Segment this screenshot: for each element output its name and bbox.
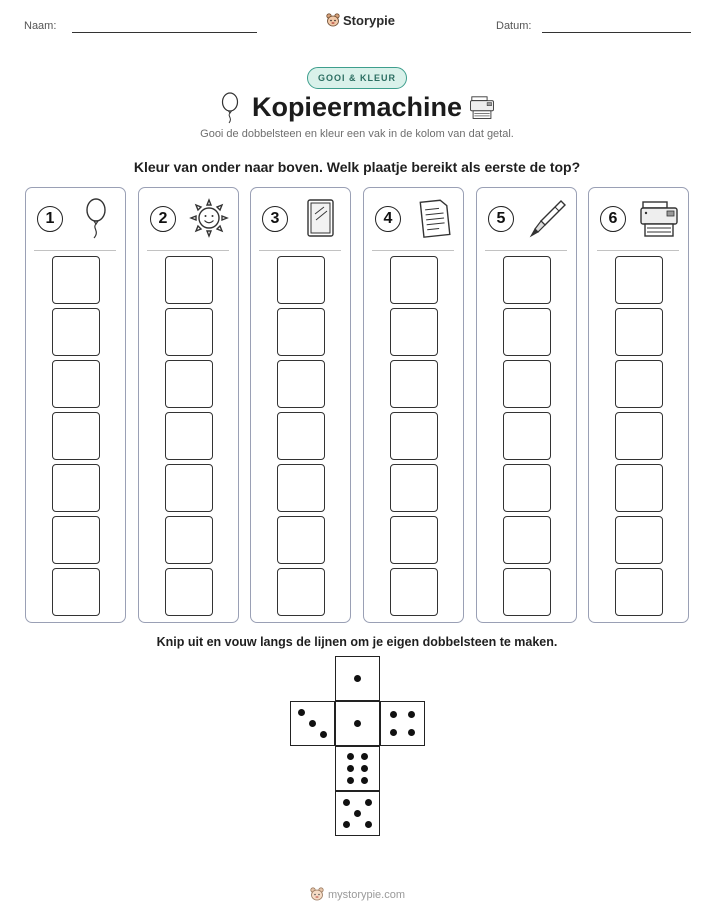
activity-badge: GOOI & KLEUR — [307, 67, 407, 89]
color-cell[interactable] — [165, 516, 213, 564]
page-subtitle: Gooi de dobbelsteen en kleur een vak in de kolom van dat getal. — [200, 128, 514, 140]
die-face[interactable] — [335, 656, 380, 701]
color-cell[interactable] — [277, 568, 325, 616]
column-6 — [588, 187, 689, 623]
column-number: 3 — [262, 206, 288, 232]
color-cell[interactable] — [503, 464, 551, 512]
die-face[interactable] — [335, 791, 380, 836]
brand-name: Storypie — [343, 13, 396, 28]
die-pip — [390, 711, 397, 718]
column-separator — [147, 250, 229, 251]
copier-icon — [637, 196, 681, 240]
brand-logo — [326, 13, 395, 28]
color-cell[interactable] — [615, 256, 663, 304]
color-cell[interactable] — [52, 464, 100, 512]
color-cell[interactable] — [390, 360, 438, 408]
color-cell[interactable] — [503, 360, 551, 408]
name-label: Naam: — [24, 20, 57, 32]
color-cell[interactable] — [390, 516, 438, 564]
die-face[interactable] — [380, 701, 425, 746]
color-cell[interactable] — [165, 360, 213, 408]
column-separator — [372, 250, 454, 251]
dice-instruction: Knip uit en vouw langs de lijnen om je eigen dobbelsteen te maken. — [156, 635, 558, 649]
column-2 — [138, 187, 239, 623]
color-cell[interactable] — [52, 412, 100, 460]
column-separator — [485, 250, 567, 251]
date-line[interactable] — [542, 32, 691, 33]
column-number: 2 — [150, 206, 176, 232]
footer-url: mystorypie.com — [328, 888, 406, 901]
die-pip — [347, 765, 354, 772]
color-cell[interactable] — [277, 412, 325, 460]
die-pip — [343, 821, 350, 828]
color-cell[interactable] — [615, 360, 663, 408]
color-cell[interactable] — [615, 464, 663, 512]
column-number: 4 — [375, 206, 401, 232]
color-cell[interactable] — [615, 568, 663, 616]
tablet-icon — [299, 196, 343, 240]
color-cell[interactable] — [615, 412, 663, 460]
column-4 — [363, 187, 464, 623]
color-cell[interactable] — [277, 360, 325, 408]
column-separator — [34, 250, 116, 251]
color-cell[interactable] — [503, 412, 551, 460]
die-pip — [361, 753, 368, 760]
storypie-mascot-icon — [326, 13, 340, 28]
die-pip — [365, 799, 372, 806]
color-cell[interactable] — [52, 360, 100, 408]
die-pip — [361, 765, 368, 772]
date-label: Datum: — [496, 20, 532, 32]
color-cell[interactable] — [165, 256, 213, 304]
color-cell[interactable] — [615, 516, 663, 564]
die-pip — [343, 799, 350, 806]
column-number: 1 — [37, 206, 63, 232]
die-pip — [408, 729, 415, 736]
column-number: 6 — [600, 206, 626, 232]
die-pip — [408, 711, 415, 718]
color-cell[interactable] — [503, 308, 551, 356]
color-cell[interactable] — [390, 464, 438, 512]
color-cell[interactable] — [52, 308, 100, 356]
color-cell[interactable] — [277, 256, 325, 304]
color-cell[interactable] — [390, 256, 438, 304]
color-cell[interactable] — [390, 308, 438, 356]
die-face[interactable] — [290, 701, 335, 746]
color-cell[interactable] — [52, 516, 100, 564]
die-pip — [298, 709, 305, 716]
sun-icon — [187, 196, 231, 240]
color-cell[interactable] — [52, 568, 100, 616]
die-pip — [309, 720, 316, 727]
document-icon — [412, 196, 456, 240]
die-face[interactable] — [335, 701, 380, 746]
fountain-pen-icon — [525, 196, 569, 240]
die-pip — [354, 720, 361, 727]
coloring-instruction: Kleur van onder naar boven. Welk plaatje bereikt als eerste de top? — [133, 159, 581, 175]
die-pip — [361, 777, 368, 784]
die-pip — [354, 810, 361, 817]
column-number: 5 — [488, 206, 514, 232]
column-separator — [597, 250, 679, 251]
column-5 — [476, 187, 577, 623]
color-cell[interactable] — [165, 464, 213, 512]
storypie-mascot-icon — [310, 887, 324, 902]
die-face[interactable] — [335, 746, 380, 791]
die-pip — [354, 675, 361, 682]
color-cell[interactable] — [503, 568, 551, 616]
color-cell[interactable] — [503, 516, 551, 564]
color-cell[interactable] — [52, 256, 100, 304]
die-pip — [320, 731, 327, 738]
balloon-icon — [74, 196, 118, 240]
color-cell[interactable] — [165, 308, 213, 356]
column-3 — [250, 187, 351, 623]
color-cell[interactable] — [277, 308, 325, 356]
copier-icon — [467, 93, 497, 121]
color-cell[interactable] — [503, 256, 551, 304]
page-title: Kopieermachine — [251, 92, 463, 122]
footer — [310, 887, 405, 902]
column-1 — [25, 187, 126, 623]
color-cell[interactable] — [277, 516, 325, 564]
name-line[interactable] — [72, 32, 257, 33]
column-separator — [259, 250, 341, 251]
color-cell[interactable] — [390, 568, 438, 616]
die-pip — [347, 777, 354, 784]
color-cell[interactable] — [390, 412, 438, 460]
color-cell[interactable] — [165, 412, 213, 460]
color-cell[interactable] — [165, 568, 213, 616]
die-pip — [390, 729, 397, 736]
color-cell[interactable] — [615, 308, 663, 356]
die-pip — [347, 753, 354, 760]
color-cell[interactable] — [277, 464, 325, 512]
die-pip — [365, 821, 372, 828]
